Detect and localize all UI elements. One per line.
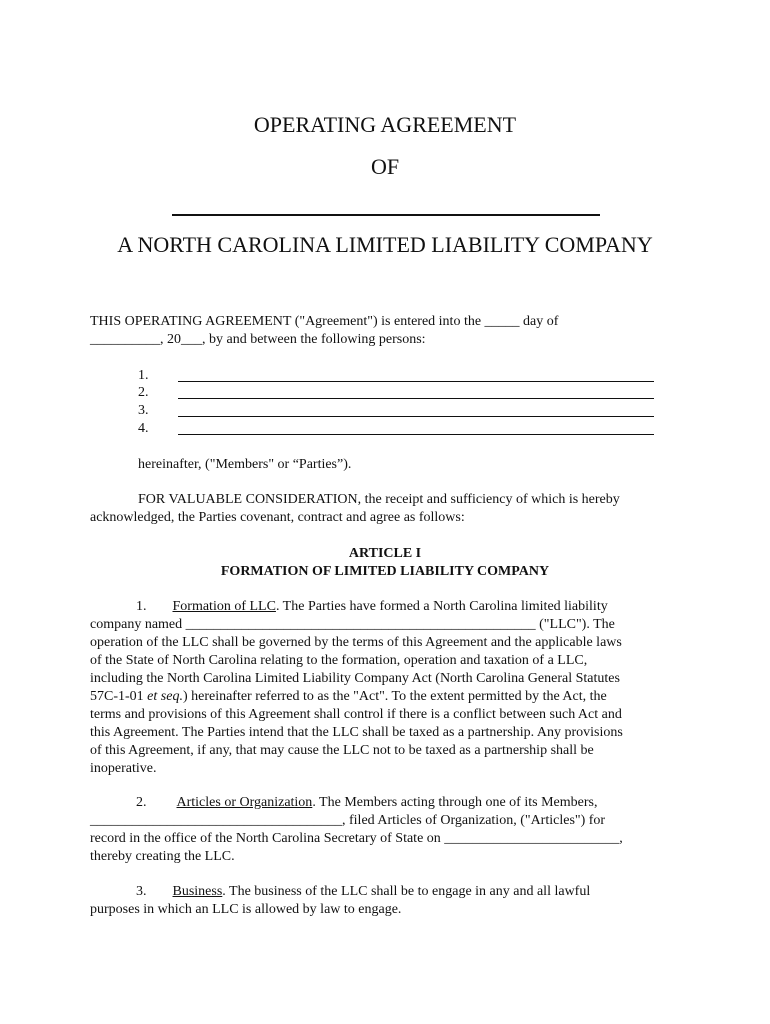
person-blank-line: [178, 416, 654, 417]
article-title: FORMATION OF LIMITED LIABILITY COMPANY: [220, 564, 550, 579]
section-2-first-line: [90, 794, 680, 812]
section-2: [90, 794, 680, 866]
consideration-line-1: FOR VALUABLE CONSIDERATION, the receipt and sufficiency of which is hereby: [138, 492, 620, 507]
section-line: thereby creating the LLC.: [90, 849, 235, 864]
section-text: . The Parties have formed a North Carolina limited liability: [275, 599, 608, 614]
intro-line-2: __________, 20___, by and between the following persons:: [90, 332, 426, 347]
section-3: [90, 883, 680, 919]
section-heading: Articles or Organization: [176, 795, 313, 810]
person-number: 4.: [138, 421, 149, 436]
person-blank-line: [178, 434, 654, 435]
person-number: 3.: [138, 403, 149, 418]
section-line: inoperative.: [90, 761, 157, 776]
document-subtitle: A NORTH CAROLINA LIMITED LIABILITY COMPANY: [117, 232, 653, 257]
section-line: company named __________________________________________________ ("LLC"). The: [90, 617, 615, 632]
article-number: ARTICLE I: [348, 546, 422, 561]
intro-line-1: THIS OPERATING AGREEMENT ("Agreement") is entered into the _____ day of: [90, 314, 559, 329]
section-line: terms and provisions of this Agreement shall control if there is a conflict between such Act and: [90, 707, 622, 722]
section-line: record in the office of the North Carolina Secretary of State on _________________________,: [90, 831, 623, 846]
section-line: purposes in which an LLC is allowed by law to engage.: [90, 902, 402, 917]
section-line: operation of the LLC shall be governed by the terms of this Agreement and the applicable laws: [90, 635, 622, 650]
section-3-first-line: [90, 883, 680, 901]
person-number: 1.: [138, 368, 149, 383]
document-title: OPERATING AGREEMENT: [253, 112, 517, 137]
section-number: 3.: [136, 884, 147, 899]
person-blank-line: [178, 398, 654, 399]
statute-reference: 57C-1-01: [90, 689, 144, 704]
section-1: [90, 598, 680, 778]
section-line: including the North Carolina Limited Liability Company Act (North Carolina General Statutes: [90, 671, 620, 686]
person-blank-line: [178, 381, 654, 382]
section-line: of this Agreement, if any, that may cause the LLC not to be taxed as a partnership shall be: [90, 743, 594, 758]
section-line: this Agreement. The Parties intend that the LLC shall be taxed as a partnership. Any provisions: [90, 725, 623, 740]
document-title-of: OF: [370, 154, 400, 179]
section-text: ) hereinafter referred to as the "Act". To the extent permitted by the Act, the: [182, 689, 607, 704]
hereinafter-text: hereinafter, ("Members" or “Parties”).: [138, 457, 352, 472]
et-seq-text: et seq.: [147, 689, 183, 704]
company-name-blank-line: [172, 214, 600, 216]
section-number: 1.: [136, 599, 147, 614]
section-line: ____________________________________, filed Articles of Organization, ("Articles") for: [90, 813, 606, 828]
section-heading: Business: [172, 884, 223, 899]
section-line: of the State of North Carolina relating to the formation, operation and taxation of a LLC,: [90, 653, 588, 668]
person-number: 2.: [138, 385, 149, 400]
section-line: [90, 688, 680, 706]
section-text: . The Members acting through one of its Members,: [312, 795, 598, 810]
section-text: . The business of the LLC shall be to engage in any and all lawful: [222, 884, 591, 899]
section-heading: Formation of LLC: [172, 599, 276, 614]
section-number: 2.: [136, 795, 147, 810]
consideration-line-2: acknowledged, the Parties covenant, contract and agree as follows:: [90, 510, 465, 525]
section-1-first-line: [90, 598, 680, 616]
